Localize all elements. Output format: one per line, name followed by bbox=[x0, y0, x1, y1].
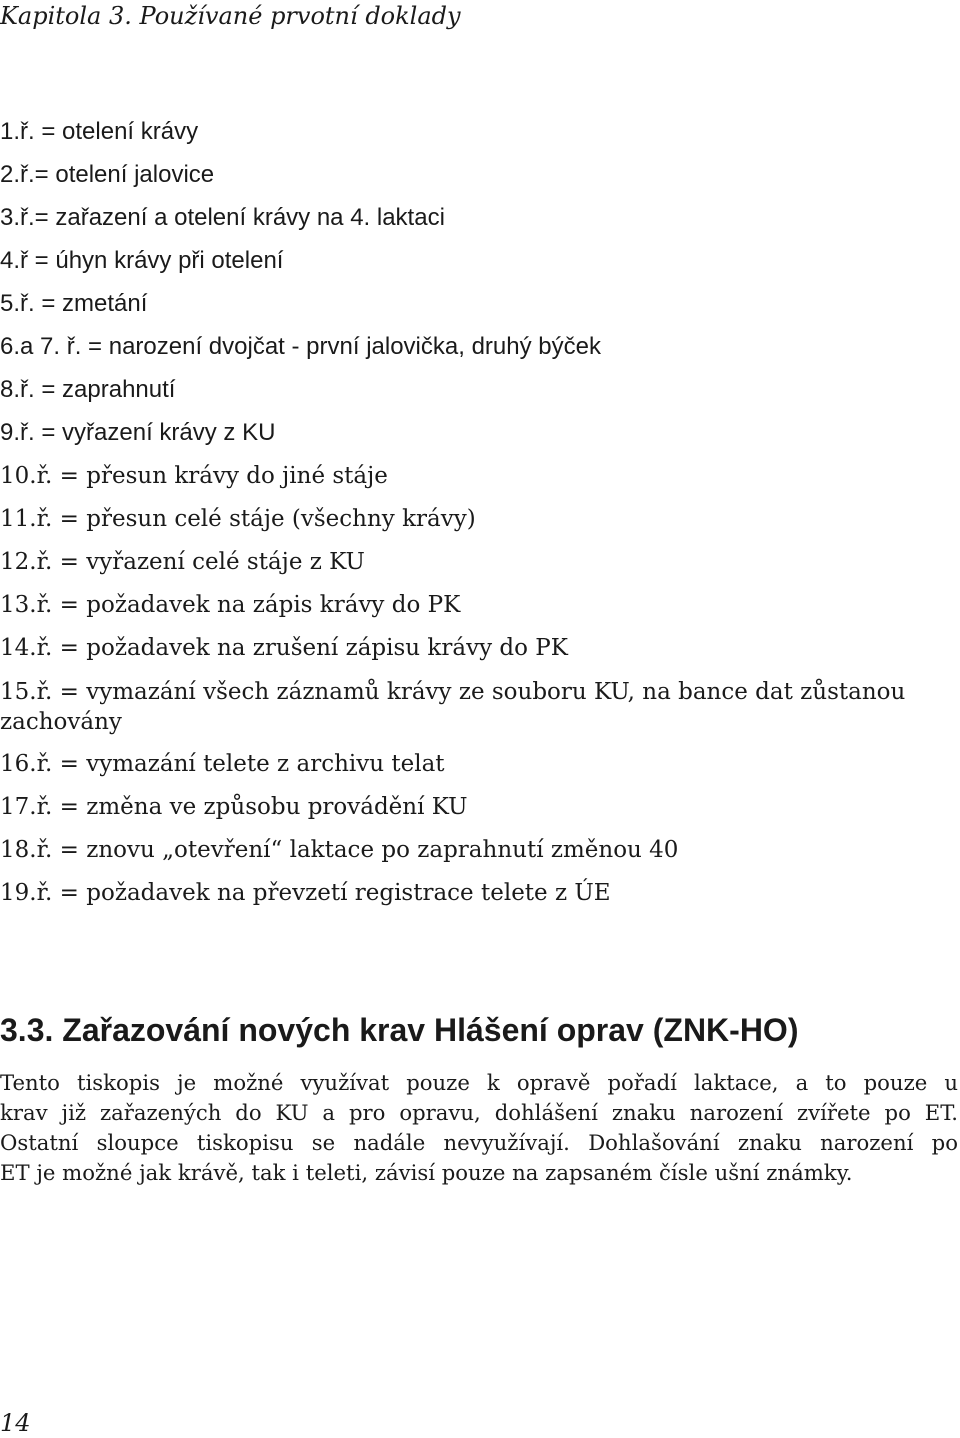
code-item-15-line-1: 15.ř. = vymazání všech záznamů krávy ze souboru KU, na bance dat zůstanou bbox=[0, 679, 906, 705]
paragraph-line-1: Tento tiskopis je možné využívat pouze k opravě pořadí laktace, a to pouze u bbox=[0, 1070, 958, 1095]
paragraph-line-4: ET je možné jak krávě, tak i teleti, závisí pouze na zapsaném čísle ušní známky. bbox=[0, 1160, 853, 1185]
code-item-15-line-2: zachovány bbox=[0, 709, 122, 735]
code-item-16: 16.ř. = vymazání telete z archivu telat bbox=[0, 751, 445, 777]
row-code-list bbox=[0, 118, 960, 922]
code-item-14: 14.ř. = požadavek na zrušení zápisu krávy do PK bbox=[0, 635, 568, 661]
code-item-15 bbox=[0, 677, 960, 750]
code-item-4: 4.ř = úhyn krávy při otelení bbox=[0, 247, 284, 274]
code-item-1: 1.ř. = otelení krávy bbox=[0, 118, 199, 145]
code-item-11: 11.ř. = přesun celé stáje (všechny krávy) bbox=[0, 506, 476, 532]
code-item-8: 8.ř. = zaprahnutí bbox=[0, 376, 176, 403]
code-item-6-7: 6.a 7. ř. = narození dvojčat - první jalovička, druhý býček bbox=[0, 333, 601, 360]
code-item-12: 12.ř. = vyřazení celé stáje z KU bbox=[0, 549, 365, 575]
code-item-2: 2.ř.= otelení jalovice bbox=[0, 161, 215, 188]
running-header: Kapitola 3. Používané prvotní doklady bbox=[0, 2, 461, 30]
section-title: 3.3. Zařazování nových krav Hlášení oprav (ZNK-HO) bbox=[0, 1012, 799, 1048]
code-item-10: 10.ř. = přesun krávy do jiné stáje bbox=[0, 463, 388, 489]
code-item-5: 5.ř. = zmetání bbox=[0, 290, 148, 317]
paragraph-line-2: krav již zařazených do KU a pro opravu, dohlášení znaku narození zvířete po ET. bbox=[0, 1100, 958, 1125]
code-item-3: 3.ř.= zařazení a otelení krávy na 4. laktaci bbox=[0, 204, 445, 231]
page-number: 14 bbox=[0, 1409, 31, 1437]
code-item-19: 19.ř. = požadavek na převzetí registrace telete z ÚE bbox=[0, 880, 611, 906]
paragraph-line-3: Ostatní sloupce tiskopisu se nadále nevyužívají. Dohlašování znaku narození po bbox=[0, 1130, 958, 1155]
code-item-18: 18.ř. = znovu „otevření“ laktace po zaprahnutí změnou 40 bbox=[0, 837, 679, 863]
code-item-9: 9.ř. = vyřazení krávy z KU bbox=[0, 419, 276, 446]
code-item-13: 13.ř. = požadavek na zápis krávy do PK bbox=[0, 592, 461, 618]
section-paragraph bbox=[0, 1068, 958, 1188]
code-item-17: 17.ř. = změna ve způsobu provádění KU bbox=[0, 794, 468, 820]
